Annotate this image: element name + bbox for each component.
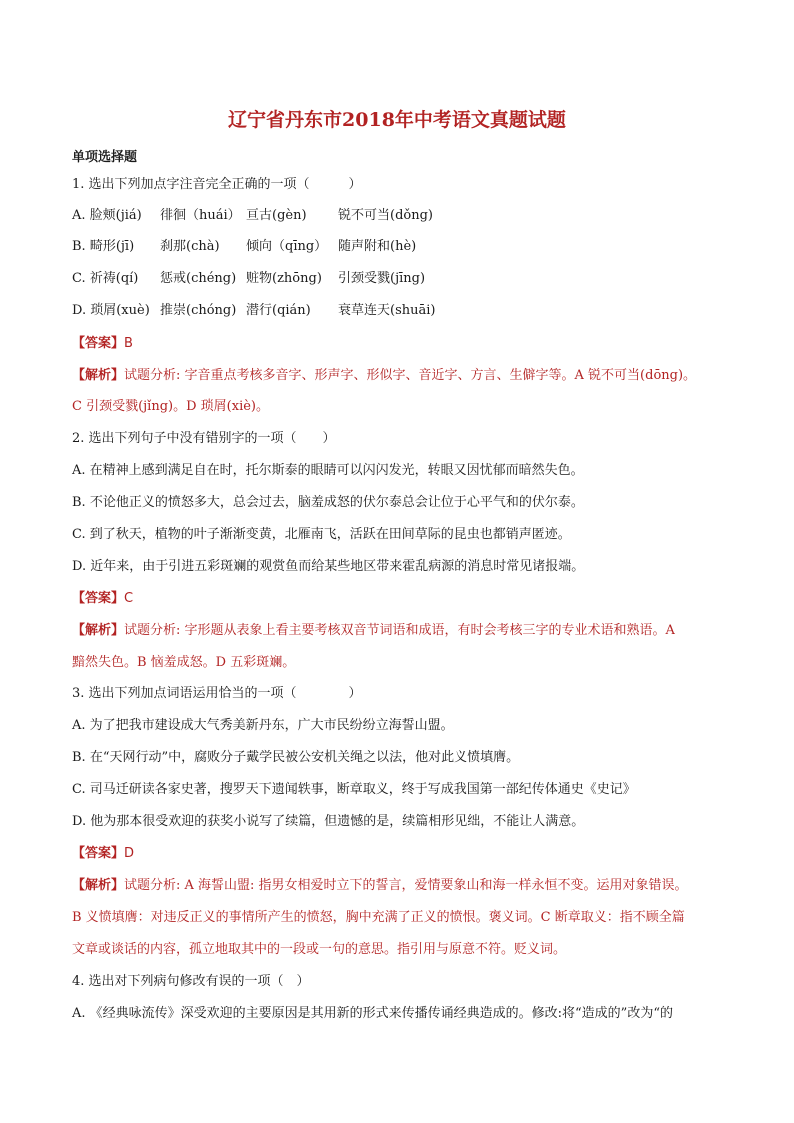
- option-part: 惩戒(chéng): [160, 271, 237, 286]
- option-part: 潜行(qián): [246, 303, 311, 318]
- question-3-analysis-line-2: B 义愤填膺：对违反正义的事情所产生的愤怒，胸中充满了正义的愤恨。褒义词。C 断章取义：指不顾全篇: [72, 910, 685, 925]
- analysis-text: 试题分析: A 海誓山盟: 指男女相爱时立下的誓言，爱情要象山和海一样永恒不变。运用对象错误。: [124, 878, 688, 893]
- question-2-option-a: A. 在精神上感到满足自在时，托尔斯泰的眼睛可以闪闪发光，转眼又因忧郁而暗然失色。: [72, 463, 584, 478]
- question-3-option-d: D. 他为那本很受欢迎的获奖小说写了续篇，但遗憾的是，续篇相形见绌，不能让人满意。: [72, 814, 585, 829]
- question-3-stem: 3. 选出下列加点词语运用恰当的一项（ ）: [72, 686, 362, 701]
- question-3-analysis-line-3: 文章或谈话的内容，孤立地取其中的一段或一句的意思。指引用与原意不符。贬义词。: [72, 942, 567, 957]
- option-part: 随声附和(hè): [338, 239, 417, 254]
- option-part: B. 畸形(jī): [72, 239, 135, 254]
- question-3-option-c: C. 司马迁研读各家史著，搜罗天下遗闻轶事，断章取义，终于写成我国第一部纪传体通史《史记》: [72, 782, 636, 797]
- option-part: 推崇(chóng): [160, 303, 237, 318]
- question-2-answer: [72, 590, 133, 608]
- question-2-analysis-line-1: [72, 622, 675, 640]
- question-2-option-c: C. 到了秋天，植物的叶子渐渐变黄，北雁南飞，活跃在田间草际的昆虫也都销声匿迹。: [72, 527, 571, 542]
- answer-value: C: [124, 591, 134, 606]
- answer-value: D: [124, 846, 135, 861]
- question-1-option-d: [72, 302, 435, 320]
- option-part: 倾向（qīng）: [246, 239, 328, 254]
- option-part: 赃物(zhōng): [246, 271, 322, 286]
- question-4-option-a: A. 《经典咏流传》深受欢迎的主要原因是其用新的形式来传播传诵经典造成的。修改:将“造成的”改为“的: [72, 1006, 673, 1021]
- question-3-option-a: A. 为了把我市建设成大气秀美新丹东，广大市民纷纷立海誓山盟。: [72, 718, 454, 733]
- option-part: 亘古(gèn): [246, 208, 307, 223]
- answer-value: B: [124, 336, 133, 351]
- question-3-option-b: B. 在“天网行动”中，腐败分子戴学民被公安机关绳之以法，他对此义愤填膺。: [72, 750, 520, 765]
- question-3-answer: [72, 845, 134, 863]
- question-2-analysis-line-2: 黯然失色。B 恼羞成怒。D 五彩斑斓。: [72, 655, 296, 670]
- analysis-tag: 【解析】: [72, 368, 125, 383]
- question-1-option-b: [72, 238, 416, 256]
- question-1-option-a: [72, 207, 433, 225]
- question-2-option-d: D. 近年来，由于引进五彩斑斓的观赏鱼而给某些地区带来霍乱病源的消息时常见诸报端。: [72, 559, 585, 574]
- option-part: 徘徊（huái）: [160, 208, 241, 223]
- section-heading: 单项选择题: [72, 150, 138, 165]
- question-1-analysis-line-1: [72, 367, 696, 385]
- answer-tag: 【答案】: [72, 336, 125, 351]
- analysis-text: 试题分析: 字形题从表象上看主要考核双音节词语和成语，有时会考核三字的专业术语和熟语。A: [124, 623, 675, 638]
- question-2-option-b: B. 不论他正义的愤怒多大，总会过去，脑羞成怒的伏尔泰总会让位于心平气和的伏尔泰。: [72, 495, 584, 510]
- option-part: C. 祈祷(qí): [72, 271, 139, 286]
- question-1-answer: [72, 335, 133, 353]
- analysis-tag: 【解析】: [72, 623, 125, 638]
- option-part: D. 琐屑(xuè): [72, 303, 150, 318]
- option-part: 引颈受戮(jīng): [338, 271, 426, 286]
- question-3-analysis-line-1: [72, 877, 688, 895]
- question-2-stem: 2. 选出下列句子中没有错别字的一项（ ）: [72, 431, 336, 446]
- option-part: 锐不可当(dǒng): [338, 208, 433, 223]
- page-title: 辽宁省丹东市2018年中考语文真题试题: [228, 109, 566, 131]
- question-1-analysis-line-2: C 引颈受戮(jǐng)。D 琐屑(xiè)。: [72, 399, 269, 414]
- question-1-option-c: [72, 270, 425, 288]
- answer-tag: 【答案】: [72, 846, 125, 861]
- analysis-text: 试题分析: 字音重点考核多音字、形声字、形似字、音近字、方言、生僻字等。A 锐不可当(dōng)。: [124, 368, 697, 383]
- question-1-stem: 1. 选出下列加点字注音完全正确的一项（ ）: [72, 177, 362, 192]
- option-part: 刹那(chà): [160, 239, 220, 254]
- question-4-stem: 4. 选出对下列病句修改有误的一项（ ）: [72, 974, 310, 989]
- option-part: 衰草连天(shuāi): [338, 303, 436, 318]
- option-part: A. 脸颊(jiá): [72, 208, 142, 223]
- analysis-tag: 【解析】: [72, 878, 125, 893]
- answer-tag: 【答案】: [72, 591, 125, 606]
